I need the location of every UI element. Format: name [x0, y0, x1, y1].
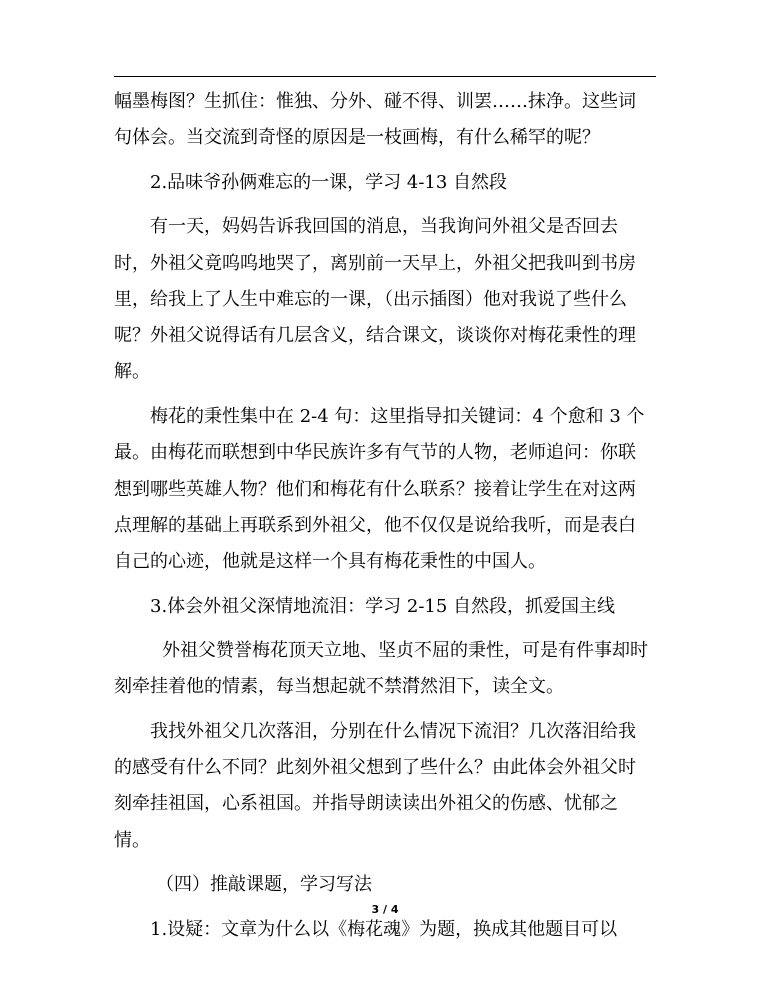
page-number: 3 / 4	[371, 903, 399, 916]
text-line: 解。	[114, 361, 150, 383]
text-line: 想到哪些英雄人物？他们和梅花有什么联系？接着让学生在对这两	[114, 478, 636, 500]
text-line: 自己的心迹，他就是这样一个具有梅花秉性的中国人。	[114, 551, 546, 573]
text-line: 呢？外祖父说得话有几层含义，结合课文，谈谈你对梅花秉性的理	[114, 325, 636, 347]
paragraph-3	[114, 209, 656, 390]
text-line: 有一天，妈妈告诉我回国的消息，当我询问外祖父是否回去	[150, 216, 618, 238]
paragraph-4	[114, 399, 656, 580]
paragraph-6	[114, 633, 656, 706]
text-line: 外祖父赞誉梅花顶天立地、坚贞不屈的秉性，可是有件事却时	[162, 640, 648, 662]
text-line: 点理解的基础上再联系到外祖父，他不仅仅是说给我听，而是表白	[114, 514, 636, 536]
paragraph-5-heading	[114, 589, 656, 625]
text-line: 的感受有什么不同？此刻外祖父想到了些什么？由此体会外祖父时	[114, 757, 636, 779]
paragraph-1	[114, 84, 656, 157]
paragraph-7	[114, 714, 656, 859]
text-line: 刻牵挂祖国，心系祖国。并指导朗读读出外祖父的伤感、忧郁之	[114, 793, 618, 815]
section-heading: （四）推敲课题，学习写法	[156, 874, 372, 896]
paragraph-9	[114, 912, 656, 948]
text-line: 情。	[114, 829, 150, 851]
text-line: 时，外祖父竟呜呜地哭了，离别前一天早上，外祖父把我叫到书房	[114, 252, 636, 274]
document-body	[114, 84, 656, 956]
text-line: 刻牵挂着他的情素，每当想起就不禁潸然泪下，读全文。	[114, 676, 564, 698]
section-heading: 2.品味爷孙俩难忘的一课，学习 4-13 自然段	[150, 171, 508, 193]
header-rule	[114, 76, 656, 77]
section-heading: 3.体会外祖父深情地流泪：学习 2-15 自然段，抓爱国主线	[150, 595, 616, 617]
text-line: 我找外祖父几次落泪，分别在什么情况下流泪？几次落泪给我	[150, 720, 636, 742]
text-line: 句体会。当交流到奇怪的原因是一枝画梅，有什么稀罕的呢？	[114, 127, 600, 149]
text-line: 幅墨梅图？生抓住：惟独、分外、碰不得、训罢……抹净。这些词	[114, 91, 636, 112]
text-line: 1.设疑：文章为什么以《梅花魂》为题，换成其他题目可以	[150, 918, 618, 940]
text-line: 里，给我上了人生中难忘的一课，（出示插图）他对我说了些什么	[114, 288, 627, 310]
text-line: 梅花的秉性集中在 2-4 句：这里指导扣关键词：4 个愈和 3 个	[150, 405, 645, 427]
paragraph-8-heading	[114, 867, 656, 903]
paragraph-2-heading	[114, 165, 656, 201]
text-line: 最。由梅花而联想到中华民族许多有气节的人物，老师追问：你联	[114, 442, 636, 464]
